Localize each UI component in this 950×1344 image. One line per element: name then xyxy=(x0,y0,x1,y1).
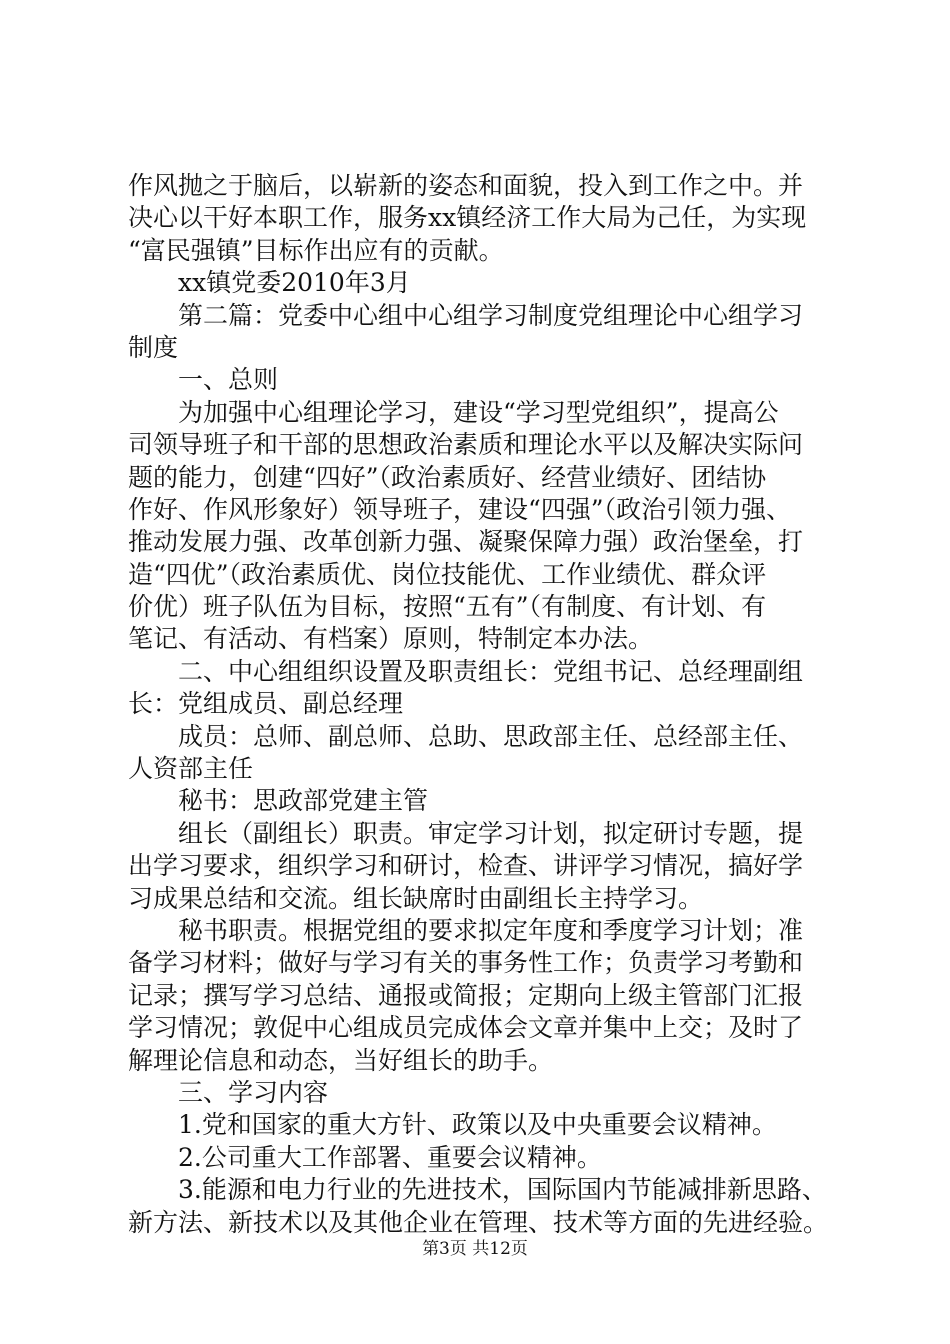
text-line: 人资部主任 xyxy=(128,754,254,784)
text-line: 价优）班子队伍为目标，按照“五有”（有制度、有计划、有 xyxy=(128,592,767,622)
text-line: 习成果总结和交流。组长缺席时由副组长主持学习。 xyxy=(128,883,704,913)
section-title-cont: 制度 xyxy=(128,332,179,362)
page-footer: 第3页 共12页 xyxy=(422,1239,528,1259)
text-line: 出学习要求，组织学习和研讨，检查、讲评学习情况，搞好学 xyxy=(128,851,804,881)
text-line: 备学习材料；做好与学习有关的事务性工作；负责学习考勤和 xyxy=(128,948,804,978)
text-line: 秘书：思政部党建主管 xyxy=(178,786,429,816)
text-line: 新方法、新技术以及其他企业在管理、技术等方面的先进经验。 xyxy=(128,1207,829,1237)
text-line: 组长（副组长）职责。审定学习计划，拟定研讨专题，提 xyxy=(178,818,804,848)
heading-organization: 二、中心组组织设置及职责组长：党组书记、总经理副组 xyxy=(178,656,804,686)
list-item: 3.能源和电力行业的先进技术，国际国内节能减排新思路、 xyxy=(178,1175,827,1205)
text-line: 解理论信息和动态，当好组长的助手。 xyxy=(128,1045,554,1075)
text-line: 秘书职责。根据党组的要求拟定年度和季度学习计划；准 xyxy=(178,915,804,945)
text-line: 记录；撰写学习总结、通报或简报；定期向上级主管部门汇报 xyxy=(128,980,804,1010)
document-body xyxy=(128,170,828,1239)
section-title: 第二篇：党委中心组中心组学习制度党组理论中心组学习 xyxy=(178,300,804,330)
text-line: 成员：总师、副总师、总助、思政部主任、总经部主任、 xyxy=(178,721,804,751)
text-line: 长：党组成员、副总经理 xyxy=(128,689,404,719)
heading-content: 三、学习内容 xyxy=(178,1077,329,1107)
text-line: 笔记、有活动、有档案）原则，特制定本办法。 xyxy=(128,624,654,654)
text-line: 学习情况；敦促中心组成员完成体会文章并集中上交；及时了 xyxy=(128,1013,804,1043)
heading-general: 一、总则 xyxy=(178,365,279,395)
list-item: 2.公司重大工作部署、重要会议精神。 xyxy=(178,1142,602,1172)
text-line: 题的能力，创建“四好”（政治素质好、经营业绩好、团结协 xyxy=(128,462,767,492)
signature-line: xx镇党委2010年3月 xyxy=(178,268,411,298)
text-line: “富民强镇”目标作出应有的贡献。 xyxy=(128,235,504,265)
text-line: 作好、作风形象好）领导班子，建设“四强”（政治引领力强、 xyxy=(128,494,792,524)
text-line: 决心以干好本职工作，服务xx镇经济工作大局为己任，为实现 xyxy=(128,203,807,233)
text-line: 造“四优”（政治素质优、岗位技能优、工作业绩优、群众评 xyxy=(128,559,767,589)
text-line: 为加强中心组理论学习，建设“学习型党组织”，提高公 xyxy=(178,397,779,427)
list-item: 1.党和国家的重大方针、政策以及中央重要会议精神。 xyxy=(178,1110,777,1140)
text-line: 作风抛之于脑后，以崭新的姿态和面貌，投入到工作之中。并 xyxy=(128,171,804,200)
text-line: 推动发展力强、改革创新力强、凝聚保障力强）政治堡垒，打 xyxy=(128,527,804,557)
text-line: 司领导班子和干部的思想政治素质和理论水平以及解决实际问 xyxy=(128,430,804,460)
